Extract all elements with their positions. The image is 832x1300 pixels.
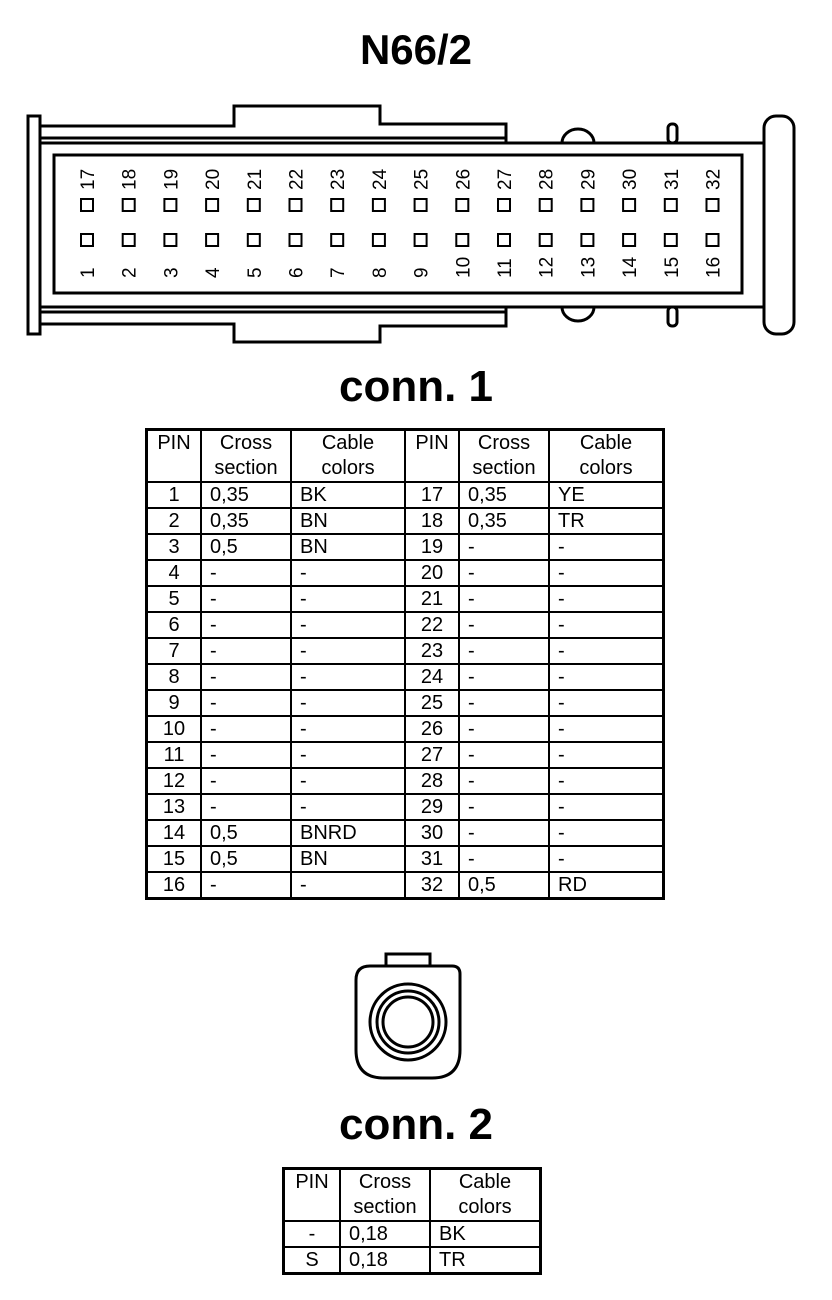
pin-cell: 32 xyxy=(405,872,459,899)
pin-label-top: 27 xyxy=(495,168,516,190)
pin-label-bottom: 6 xyxy=(286,267,308,278)
connector-2-title: conn. 2 xyxy=(338,1100,494,1149)
cable-color-cell: - xyxy=(291,560,405,586)
cable-color-cell: YE xyxy=(549,482,664,508)
cable-color-cell: - xyxy=(549,768,664,794)
cross-section-cell: 0,5 xyxy=(459,872,549,899)
cross-section-cell: 0,18 xyxy=(340,1247,430,1274)
cross-section-cell: - xyxy=(459,846,549,872)
pin-label-bottom: 16 xyxy=(703,256,725,278)
cross-section-cell: - xyxy=(201,768,291,794)
pin-cell: 5 xyxy=(147,586,202,612)
table-row xyxy=(147,716,664,742)
cross-section-cell: - xyxy=(201,664,291,690)
pin-label-bottom: 2 xyxy=(119,267,141,278)
pin-label-top: 24 xyxy=(369,168,391,190)
pin-cell: 27 xyxy=(405,742,459,768)
cross-section-cell: - xyxy=(459,716,549,742)
pin-cell: 3 xyxy=(147,534,202,560)
cable-color-cell: BN xyxy=(291,846,405,872)
pin-cell: 10 xyxy=(147,716,202,742)
pin-label-top: 26 xyxy=(453,168,475,190)
cross-section-cell: 0,35 xyxy=(459,482,549,508)
pin-label-top: 17 xyxy=(78,168,99,190)
pin-cell: - xyxy=(284,1221,341,1247)
cable-color-cell: - xyxy=(549,690,664,716)
table-row xyxy=(147,820,664,846)
table-row xyxy=(147,742,664,768)
pin-label-bottom: 7 xyxy=(328,267,350,278)
connector-2-outer-ring xyxy=(370,984,446,1060)
left-end-plate xyxy=(28,116,40,334)
cable-color-cell: - xyxy=(291,794,405,820)
pin-label-top: 29 xyxy=(578,168,600,190)
cable-color-cell: - xyxy=(549,820,664,846)
pin-cell: 25 xyxy=(405,690,459,716)
pin-label-top: 28 xyxy=(536,168,558,190)
cross-section-cell: - xyxy=(459,560,549,586)
cable-color-cell: RD xyxy=(549,872,664,899)
header-cross-section: Cross section xyxy=(201,430,291,483)
cable-color-cell: - xyxy=(549,534,664,560)
cross-section-cell: - xyxy=(459,534,549,560)
header-cable-colors: Cable colors xyxy=(291,430,405,483)
cross-section-cell: - xyxy=(459,690,549,716)
table-row xyxy=(147,664,664,690)
cross-section-cell: - xyxy=(201,638,291,664)
cable-color-cell: - xyxy=(549,612,664,638)
table-row xyxy=(147,690,664,716)
connector-2-middle-ring xyxy=(377,991,439,1053)
cross-section-cell: - xyxy=(201,586,291,612)
cross-section-cell: - xyxy=(459,664,549,690)
pin-cell: 28 xyxy=(405,768,459,794)
pin-cell: 18 xyxy=(405,508,459,534)
cable-color-cell: BNRD xyxy=(291,820,405,846)
cross-section-cell: - xyxy=(459,612,549,638)
cross-section-cell: 0,5 xyxy=(201,534,291,560)
cross-section-cell: 0,18 xyxy=(340,1221,430,1247)
table-row xyxy=(147,534,664,560)
table-row xyxy=(147,846,664,872)
cross-section-cell: - xyxy=(201,612,291,638)
pin-cell: 16 xyxy=(147,872,202,899)
pin-label-bottom: 4 xyxy=(203,267,225,278)
table-row xyxy=(284,1221,541,1247)
cross-section-cell: - xyxy=(201,872,291,899)
pin-cell: 6 xyxy=(147,612,202,638)
pin-cell: 19 xyxy=(405,534,459,560)
pin-cell: 4 xyxy=(147,560,202,586)
cross-section-cell: - xyxy=(459,794,549,820)
pin-cell: 31 xyxy=(405,846,459,872)
cable-color-cell: BK xyxy=(291,482,405,508)
table-row xyxy=(147,508,664,534)
cross-section-cell: - xyxy=(459,742,549,768)
pin-cell: 7 xyxy=(147,638,202,664)
cross-section-cell: - xyxy=(201,690,291,716)
cable-color-cell: - xyxy=(549,586,664,612)
bottom-bump xyxy=(562,307,594,321)
cable-color-cell: BK xyxy=(430,1221,541,1247)
table-header-row xyxy=(147,430,664,483)
header-pin: PIN xyxy=(284,1169,341,1222)
pin-cell: S xyxy=(284,1247,341,1274)
table-row xyxy=(147,560,664,586)
pin-label-top: 21 xyxy=(244,168,266,190)
pin-cell: 11 xyxy=(147,742,202,768)
connector-2-housing xyxy=(356,966,460,1078)
header-cross-section: Cross section xyxy=(459,430,549,483)
diagram-title: N66/2 xyxy=(359,26,473,73)
cross-section-cell: - xyxy=(201,716,291,742)
connector-2-tab xyxy=(386,954,430,968)
pin-cell: 9 xyxy=(147,690,202,716)
right-end-cap xyxy=(764,116,794,334)
table-row xyxy=(147,638,664,664)
cross-section-cell: 0,35 xyxy=(201,482,291,508)
cable-color-cell: - xyxy=(549,664,664,690)
cable-color-cell: BN xyxy=(291,534,405,560)
header-pin: PIN xyxy=(147,430,202,483)
table-row xyxy=(147,794,664,820)
header-cable-colors: Cable colors xyxy=(430,1169,541,1222)
pin-cell: 23 xyxy=(405,638,459,664)
pin-cell: 21 xyxy=(405,586,459,612)
pin-label-bottom: 15 xyxy=(661,256,683,278)
cross-section-cell: - xyxy=(201,560,291,586)
pin-label-top: 25 xyxy=(411,168,433,190)
cable-color-cell: - xyxy=(291,586,405,612)
pin-cell: 17 xyxy=(405,482,459,508)
cable-color-cell: - xyxy=(549,794,664,820)
pin-cell: 12 xyxy=(147,768,202,794)
pin-label-top: 31 xyxy=(661,168,683,190)
pin-cell: 15 xyxy=(147,846,202,872)
pin-label-bottom: 5 xyxy=(244,267,266,278)
table-header-row xyxy=(284,1169,541,1222)
cross-section-cell: - xyxy=(459,820,549,846)
pin-label-bottom: 13 xyxy=(578,256,600,278)
cable-color-cell: - xyxy=(291,690,405,716)
pin-label-top: 18 xyxy=(119,168,141,190)
cable-color-cell: - xyxy=(291,872,405,899)
cross-section-cell: 0,5 xyxy=(201,846,291,872)
cable-color-cell: - xyxy=(291,742,405,768)
pin-label-bottom: 14 xyxy=(620,256,642,278)
pin-label-top: 22 xyxy=(286,168,308,190)
pin-cell: 14 xyxy=(147,820,202,846)
pin-label-bottom: 8 xyxy=(369,267,391,278)
cross-section-cell: 0,35 xyxy=(459,508,549,534)
cable-color-cell: TR xyxy=(430,1247,541,1274)
pin-label-bottom: 11 xyxy=(495,258,516,278)
cable-color-cell: - xyxy=(291,638,405,664)
header-cable-colors: Cable colors xyxy=(549,430,664,483)
pin-cell: 26 xyxy=(405,716,459,742)
top-bump xyxy=(562,129,594,143)
cross-section-cell: - xyxy=(459,586,549,612)
cross-section-cell: 0,5 xyxy=(201,820,291,846)
pin-cell: 1 xyxy=(147,482,202,508)
top-peg xyxy=(668,124,677,143)
connector-body xyxy=(40,143,768,307)
cable-color-cell: - xyxy=(549,846,664,872)
cable-color-cell: - xyxy=(549,638,664,664)
pin-cell: 22 xyxy=(405,612,459,638)
pin-label-top: 32 xyxy=(703,168,725,190)
pin-cell: 29 xyxy=(405,794,459,820)
pin-label-top: 23 xyxy=(328,168,350,190)
cable-color-cell: - xyxy=(291,664,405,690)
table-row xyxy=(147,872,664,899)
pin-label-top: 20 xyxy=(203,168,225,190)
table-row xyxy=(147,482,664,508)
table-row xyxy=(284,1247,541,1274)
cable-color-cell: - xyxy=(549,742,664,768)
connector-2-inner-ring xyxy=(383,997,433,1047)
cross-section-cell: - xyxy=(201,742,291,768)
pin-label-bottom: 12 xyxy=(536,256,558,278)
cross-section-cell: - xyxy=(459,768,549,794)
connector-1-title: conn. 1 xyxy=(338,362,494,411)
pin-cell: 20 xyxy=(405,560,459,586)
table-row xyxy=(147,586,664,612)
pin-label-top: 19 xyxy=(161,168,183,190)
cable-color-cell: - xyxy=(549,560,664,586)
cable-color-cell: TR xyxy=(549,508,664,534)
table-row xyxy=(147,768,664,794)
pin-label-top: 30 xyxy=(620,168,642,190)
pin-label-bottom: 10 xyxy=(453,256,475,278)
cross-section-cell: - xyxy=(459,638,549,664)
connector-1-pin-table xyxy=(145,428,665,900)
pin-label-bottom: 9 xyxy=(411,267,433,278)
table-row xyxy=(147,612,664,638)
cross-section-cell: 0,35 xyxy=(201,508,291,534)
pin-cell: 30 xyxy=(405,820,459,846)
pin-cell: 13 xyxy=(147,794,202,820)
pin-label-bottom: 1 xyxy=(78,267,99,278)
pin-label-bottom: 3 xyxy=(161,267,183,278)
header-cross-section: Cross section xyxy=(340,1169,430,1222)
cable-color-cell: - xyxy=(291,612,405,638)
pin-cell: 8 xyxy=(147,664,202,690)
connector-2-pin-table xyxy=(282,1167,542,1275)
cable-color-cell: - xyxy=(549,716,664,742)
cable-color-cell: BN xyxy=(291,508,405,534)
header-pin: PIN xyxy=(405,430,459,483)
cable-color-cell: - xyxy=(291,768,405,794)
pin-cell: 2 xyxy=(147,508,202,534)
pin-cell: 24 xyxy=(405,664,459,690)
connector-1-drawing xyxy=(0,0,832,360)
cross-section-cell: - xyxy=(201,794,291,820)
bottom-peg xyxy=(668,307,677,326)
cable-color-cell: - xyxy=(291,716,405,742)
